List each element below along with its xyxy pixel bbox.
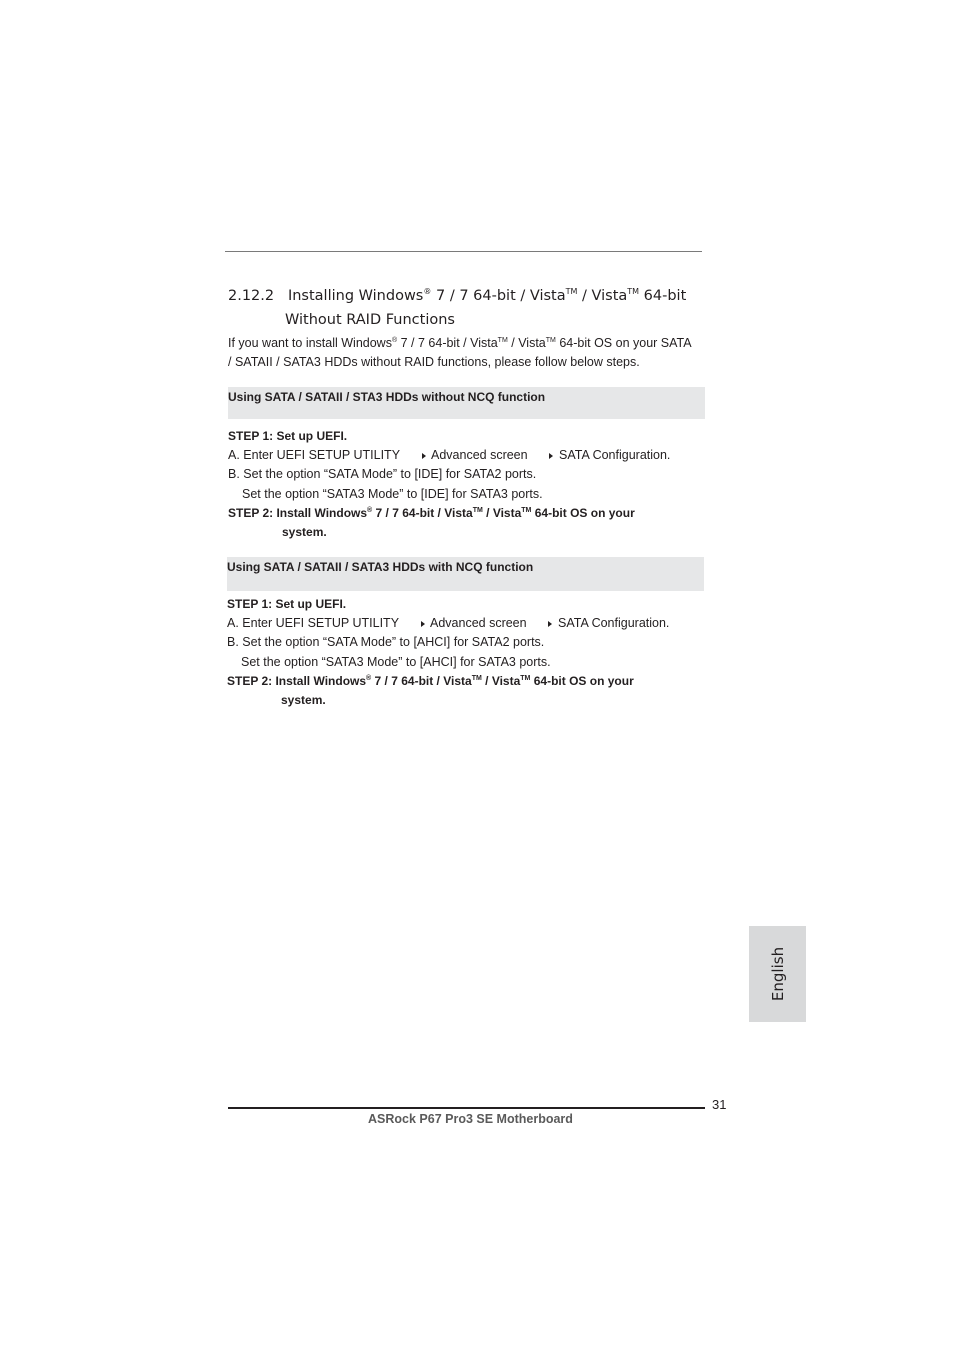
block2-a-text: A. Enter UEFI SETUP UTILITY (227, 616, 400, 630)
trademark-mark: TM (472, 507, 483, 514)
block2-step1: STEP 1: Set up UEFI. (227, 597, 347, 611)
trademark-mark: TM (545, 337, 556, 344)
intro-text: If you want to install Windows (228, 336, 392, 350)
trademark-mark: TM (565, 287, 578, 296)
step2-text: STEP 2: Install Windows (228, 506, 368, 520)
section-heading (228, 288, 686, 304)
top-rule (225, 251, 702, 252)
registered-mark: ® (391, 337, 398, 344)
section-title-part4: 64-bit (639, 288, 687, 304)
step2-text: 64-bit OS on your (530, 674, 634, 688)
block2-sata-config: SATA Configuration. (558, 616, 670, 630)
intro-text: / Vista (507, 336, 546, 350)
block2-line-b1: B. Set the option “SATA Mode” to [AHCI] for SATA2 ports. (227, 635, 545, 649)
block2-advanced-screen: Advanced screen (430, 616, 527, 630)
step2-text: 64-bit OS on your (531, 506, 635, 520)
block2-heading: Using SATA / SATAII / SATA3 HDDs with NCQ function (227, 560, 534, 574)
arrow-right-icon (549, 453, 553, 459)
block1-heading: Using SATA / SATAII / STA3 HDDs without NCQ function (228, 390, 546, 404)
section-title-part1: Installing Windows (287, 288, 424, 304)
section-title-part2: 7 / 7 64-bit / Vista (431, 288, 566, 304)
page-number: 31 (712, 1097, 727, 1112)
block1-advanced-screen: Advanced screen (431, 448, 528, 462)
block2-step2-line2: system. (281, 693, 326, 707)
block2-line-b2: Set the option “SATA3 Mode” to [AHCI] for SATA3 ports. (241, 655, 551, 669)
language-tab-label: English (768, 946, 787, 1002)
section-title-line2: Without RAID Functions (285, 312, 455, 328)
bottom-rule (228, 1107, 705, 1109)
registered-mark: ® (367, 507, 373, 514)
step2-text: STEP 2: Install Windows (227, 674, 367, 688)
intro-text: 64-bit OS on your SATA (555, 336, 692, 350)
block1-line-b1: B. Set the option “SATA Mode” to [IDE] for SATA2 ports. (228, 467, 537, 481)
registered-mark: ® (423, 287, 432, 296)
block1-step2-line2: system. (282, 525, 327, 539)
language-tab (749, 926, 806, 1022)
block1-step2 (228, 506, 635, 520)
trademark-mark: TM (520, 675, 531, 682)
block1-sata-config: SATA Configuration. (559, 448, 671, 462)
intro-text: 7 / 7 64-bit / Vista (397, 336, 498, 350)
arrow-right-icon (422, 453, 426, 459)
step2-text: / Vista (481, 674, 521, 688)
block1-line-a (228, 448, 400, 462)
step2-text: / Vista (482, 506, 522, 520)
footer-caption: ASRock P67 Pro3 SE Motherboard (368, 1112, 573, 1126)
block2-line-a (227, 616, 399, 630)
section-number: 2.12.2 (228, 288, 275, 304)
trademark-mark: TM (627, 287, 640, 296)
section-title-part3: / Vista (577, 288, 628, 304)
arrow-right-icon (548, 621, 552, 627)
trademark-mark: TM (497, 337, 508, 344)
trademark-mark: TM (521, 507, 532, 514)
trademark-mark: TM (471, 675, 482, 682)
step2-text: 7 / 7 64-bit / Vista (371, 674, 472, 688)
block1-line-b2: Set the option “SATA3 Mode” to [IDE] for SATA3 ports. (242, 487, 543, 501)
block1-a-text: A. Enter UEFI SETUP UTILITY (228, 448, 401, 462)
arrow-right-icon (421, 621, 425, 627)
intro-line2: / SATAII / SATA3 HDDs without RAID functions, please follow below steps. (228, 355, 640, 369)
registered-mark: ® (366, 675, 372, 682)
block1-step1: STEP 1: Set up UEFI. (228, 429, 348, 443)
block2-step2 (227, 674, 634, 688)
intro-line1 (228, 336, 692, 350)
step2-text: 7 / 7 64-bit / Vista (372, 506, 473, 520)
